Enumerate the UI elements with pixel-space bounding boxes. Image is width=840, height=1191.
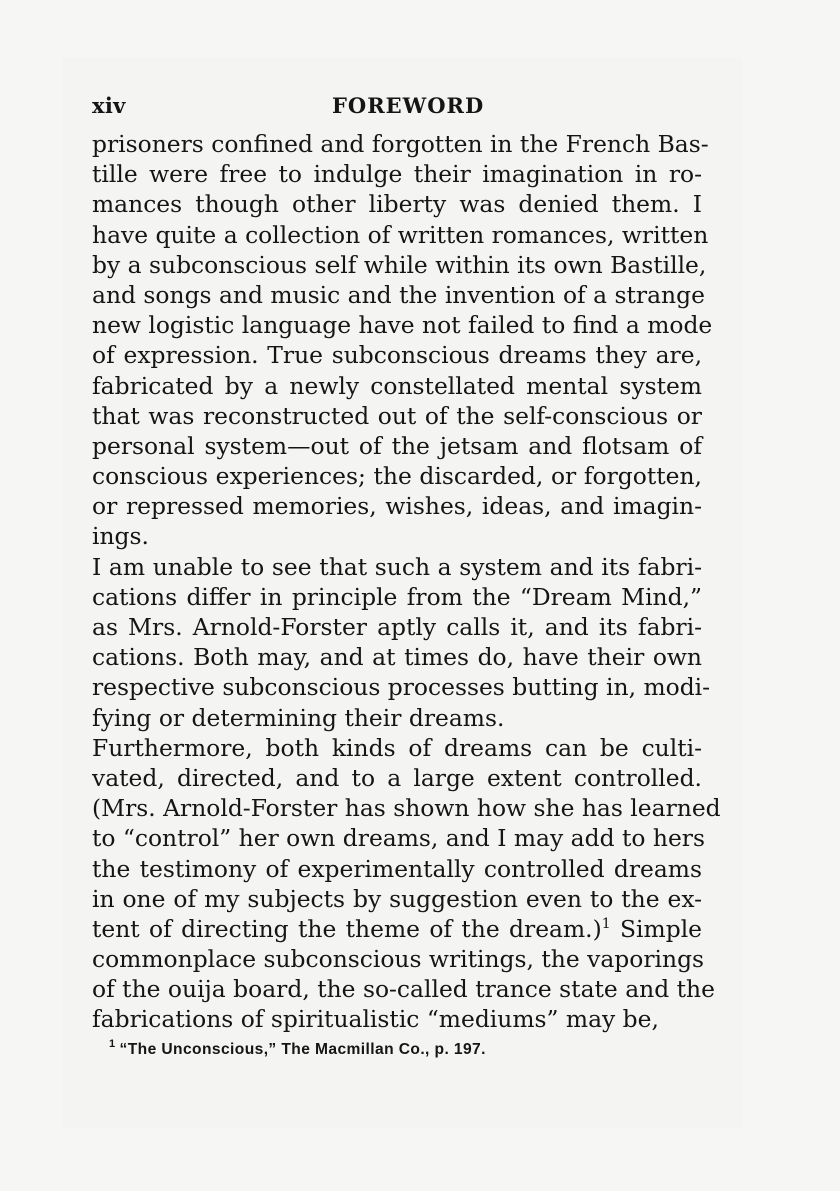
text-line: tille were free to indulge their imagination in ro- (92, 160, 702, 189)
text-line: prisoners confined and forgotten in the French Bas- (92, 130, 709, 158)
text-line: to “control” her own dreams, and I may add to hers (92, 824, 705, 853)
text-line: cations differ in principle from the “Dream Mind,” (92, 582, 702, 611)
text-line: personal system—out of the jetsam and flotsam of (92, 431, 702, 460)
body-text (92, 129, 721, 1035)
text-line: and songs and music and the invention of a strange (92, 280, 705, 309)
text-line: have quite a collection of written romances, written (92, 220, 709, 249)
text-line: by a subconscious self while within its own Bastille, (92, 250, 707, 279)
page-content (92, 91, 721, 1061)
text-line: in one of my subjects by suggestion even to the ex- (92, 884, 702, 913)
text-line: fabricated by a newly constellated mental system (92, 371, 702, 400)
running-title: FOREWORD (332, 93, 485, 118)
text-line: cations. Both may, and at times do, have their own (92, 643, 702, 672)
footnote-reference: 1 (601, 916, 611, 933)
text-line: fabrications of spiritualistic “mediums” may be, (92, 1005, 659, 1034)
text-line: Furthermore, both kinds of dreams can be culti- (92, 733, 702, 762)
text-line: commonplace subconscious writings, the vaporings (92, 945, 705, 974)
text-line: ings. (92, 522, 149, 551)
text-line: new logistic language have not failed to find a mode (92, 311, 713, 340)
text-line: fying or determining their dreams. (92, 703, 505, 732)
text-line: as Mrs. Arnold-Forster aptly calls it, and its fabri- (92, 613, 702, 641)
text-line: conscious experiences; the discarded, or forgotten, (92, 462, 702, 491)
text-line: (Mrs. Arnold-Forster has shown how she has learned (92, 794, 721, 823)
text-segment: Simple (620, 914, 703, 943)
text-line: respective subconscious processes butting in, modi- (92, 673, 711, 702)
paragraph-2 (92, 552, 711, 733)
footnote (92, 1039, 702, 1061)
page-number: xiv (92, 93, 126, 118)
text-line: vated, directed, and to a large extent controlled. (92, 763, 702, 792)
text-segment: tent of directing the theme of the dream.) (92, 914, 602, 943)
paragraph-3 (92, 733, 721, 1035)
paragraph-1 (92, 129, 713, 552)
footnote-mark: 1 (109, 1038, 116, 1051)
text-line: mances though other liberty was denied them. I (92, 190, 702, 219)
text-line: I am unable to see that such a system and its fabri- (92, 552, 702, 581)
text-line: that was reconstructed out of the self-conscious or (92, 401, 702, 430)
text-line: of the ouija board, the so-called trance state and the (92, 975, 715, 1004)
text-line: of expression. True subconscious dreams they are, (92, 341, 702, 370)
text-line: or repressed memories, wishes, ideas, and imagin- (92, 492, 702, 521)
text-line-with-footnote-ref (92, 914, 702, 944)
page-header (92, 91, 702, 121)
footnote-text: “The Unconscious,” The Macmillan Co., p. 197. (119, 1040, 486, 1058)
text-line: the testimony of experimentally controlled dreams (92, 854, 702, 883)
